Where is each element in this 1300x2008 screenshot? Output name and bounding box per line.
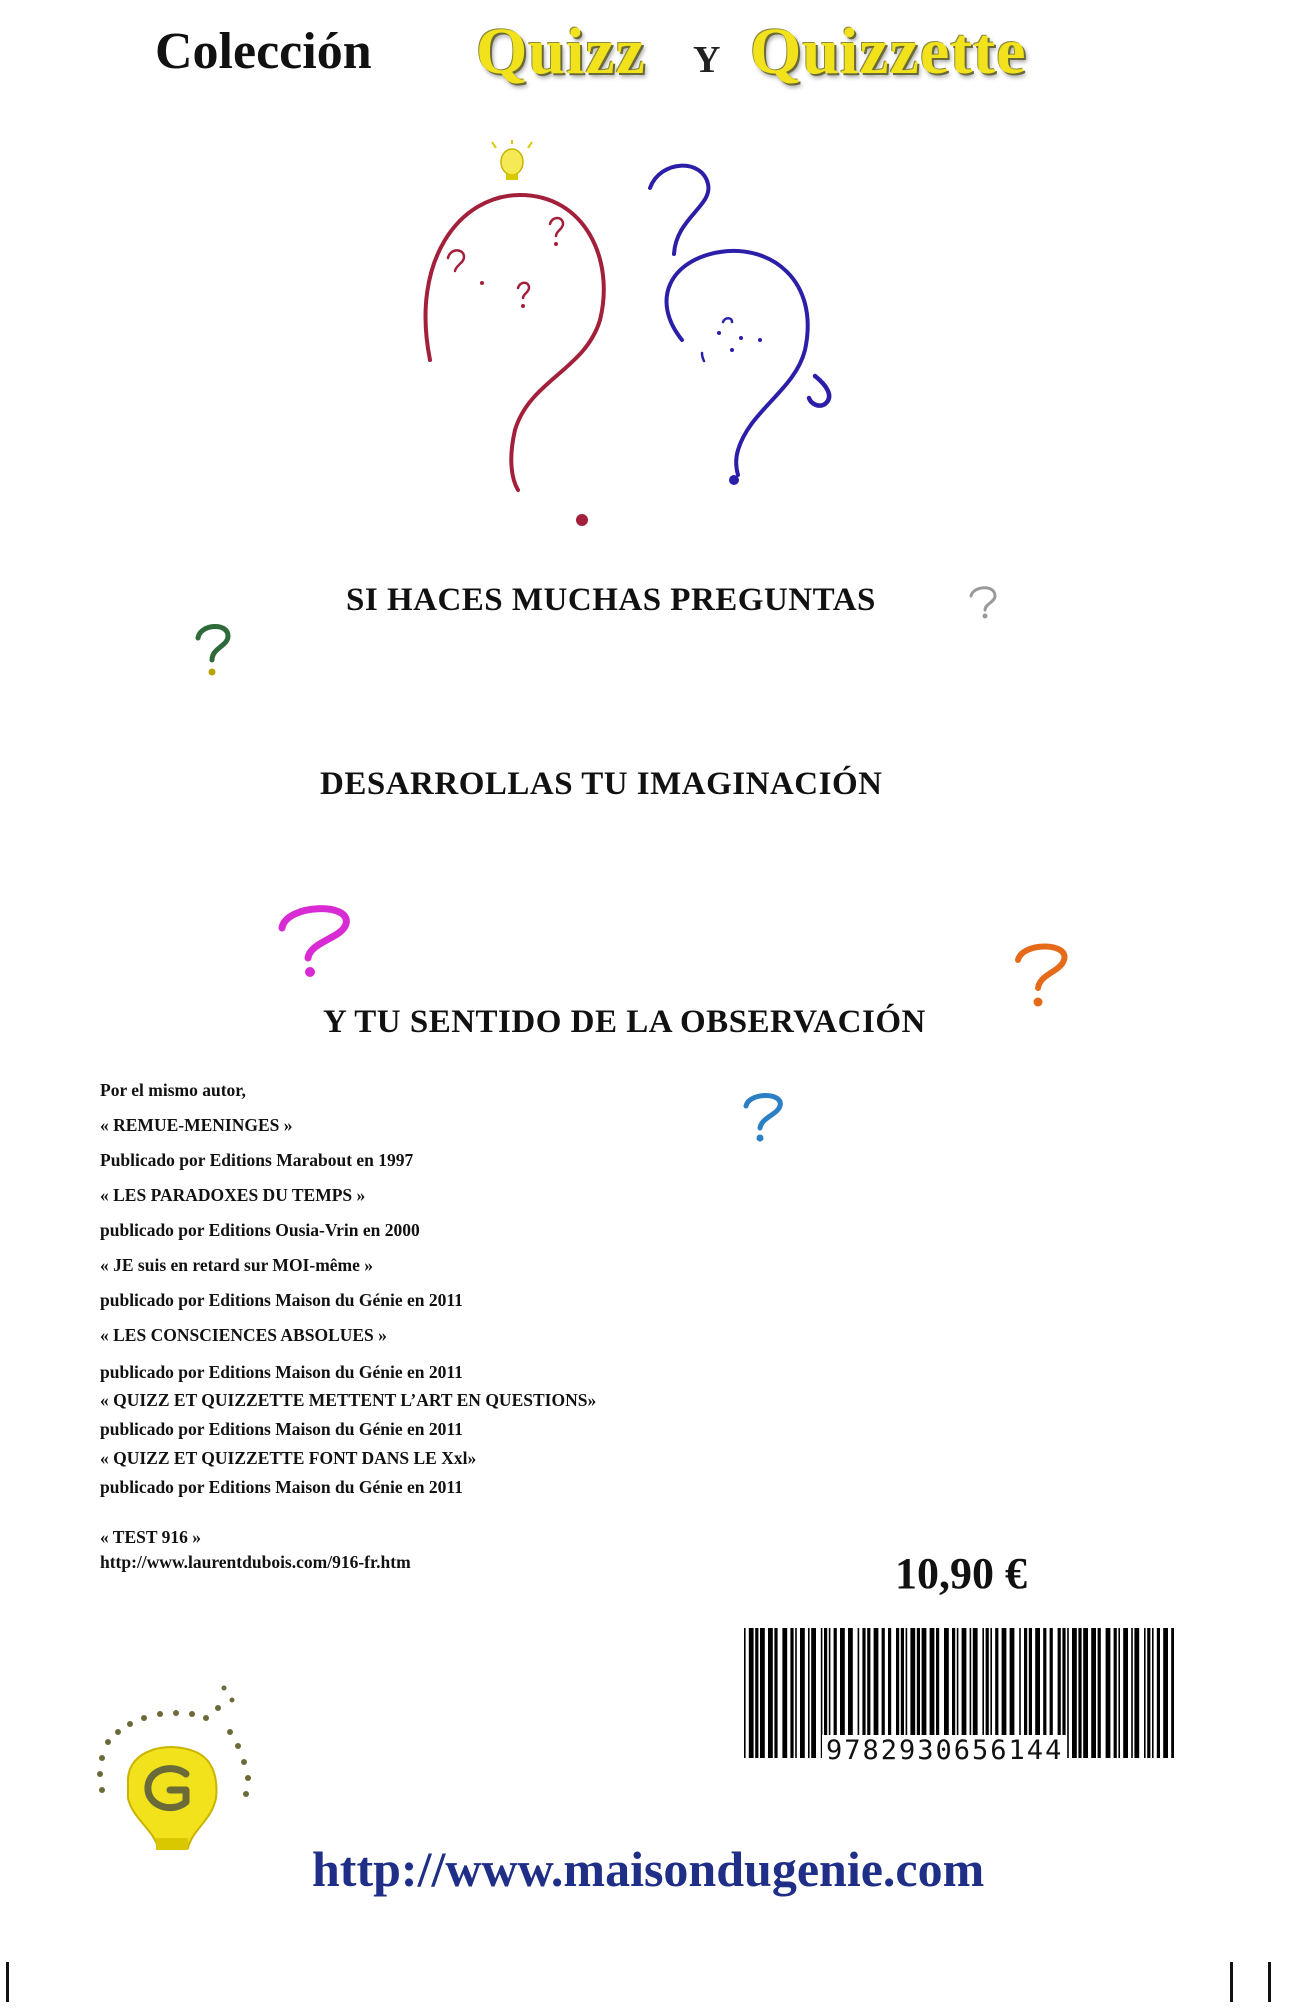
question-mark-characters-illustration (400, 140, 900, 540)
headline-observation: Y TU SENTIDO DE LA OBSERVACIÓN (323, 1004, 926, 1040)
book-title: « TEST 916 » (100, 1527, 201, 1547)
barcode-bar (1091, 1628, 1096, 1758)
book-publisher: publicado por Editions Ousia-Vrin en 2000 (100, 1220, 420, 1240)
barcode-bar (790, 1628, 793, 1758)
barcode-bar (800, 1628, 805, 1758)
author-link[interactable]: http://www.laurentdubois.com/916-fr.htm (100, 1552, 411, 1572)
barcode-bar (1123, 1628, 1128, 1758)
barcode-bar (1152, 1628, 1154, 1758)
barcode-bar (1072, 1628, 1077, 1758)
isbn-number: 9782930656144 (822, 1735, 1067, 1766)
crop-mark (6, 1962, 9, 2002)
book-title: « LES CONSCIENCES ABSOLUES » (100, 1325, 387, 1345)
barcode-bar (1171, 1628, 1174, 1758)
crop-mark (1268, 1962, 1271, 2002)
barcode-bar (1078, 1628, 1081, 1758)
book-title: « JE suis en retard sur MOI-même » (100, 1255, 374, 1275)
blue-question-mark-character (650, 166, 829, 475)
barcode-bar (1106, 1628, 1111, 1758)
barcode-bar (1163, 1628, 1168, 1758)
maison-du-genie-logo (88, 1680, 258, 1860)
barcode-bar (1114, 1628, 1117, 1758)
barcode-bar (768, 1628, 773, 1758)
headline-imagination: DESARROLLAS TU IMAGINACIÓN (320, 766, 883, 802)
website-link[interactable]: http://www.maisondugenie.com (312, 1841, 985, 1897)
barcode-bar (744, 1628, 746, 1758)
barcode-bar (1098, 1628, 1101, 1758)
question-mark-icon (740, 1090, 790, 1145)
barcode-bar (1083, 1628, 1088, 1758)
brand-quizz: Quizz (476, 15, 646, 88)
book-publisher: publicado por Editions Maison du Génie en 2011 (100, 1362, 463, 1382)
book-publisher: publicado por Editions Maison du Génie en 2011 (100, 1477, 463, 1497)
barcode-bar (1131, 1628, 1133, 1758)
price-label: 10,90 € (895, 1549, 1027, 1598)
brand-y: Y (693, 39, 721, 81)
book-title: « REMUE-MENINGES » (100, 1115, 293, 1135)
barcode-bar (755, 1628, 758, 1758)
book-publisher: Publicado por Editions Marabout en 1997 (100, 1150, 414, 1170)
barcode-bar (760, 1628, 765, 1758)
barcode-bar (782, 1628, 787, 1758)
barcode-bar (749, 1628, 754, 1758)
lightbulb-icon (492, 140, 532, 180)
book-publisher: publicado por Editions Maison du Génie en 2011 (100, 1290, 463, 1310)
book-title: « LES PARADOXES DU TEMPS » (100, 1185, 366, 1205)
barcode-bar (1144, 1628, 1146, 1758)
barcode-bar (1134, 1628, 1139, 1758)
barcode-bar (795, 1628, 797, 1758)
headline-questions: SI HACES MUCHAS PREGUNTAS (346, 582, 876, 618)
brand-quizzette: Quizzette (750, 15, 1027, 88)
book-title: « QUIZZ ET QUIZZETTE METTENT L’ART EN QUESTIONS» (100, 1390, 597, 1410)
barcode-bar (1147, 1628, 1150, 1758)
barcode-bar (808, 1628, 810, 1758)
red-question-mark-character (426, 195, 604, 490)
series-label: Colección (155, 23, 372, 80)
barcode-bar (811, 1628, 816, 1758)
bibliography-intro: Por el mismo autor, (100, 1080, 246, 1100)
barcode-bar (1118, 1628, 1120, 1758)
question-mark-icon (190, 620, 240, 680)
book-title: « QUIZZ ET QUIZZETTE FONT DANS LE Xxl» (100, 1448, 477, 1468)
barcode-bar (1157, 1628, 1160, 1758)
barcode-bar (774, 1628, 777, 1758)
question-mark-icon (1010, 940, 1075, 1010)
barcode-bar (1067, 1628, 1069, 1758)
book-publisher: publicado por Editions Maison du Génie en 2011 (100, 1419, 463, 1439)
crop-mark (1230, 1962, 1233, 2002)
question-mark-icon (965, 582, 1005, 622)
question-mark-icon (272, 900, 362, 980)
